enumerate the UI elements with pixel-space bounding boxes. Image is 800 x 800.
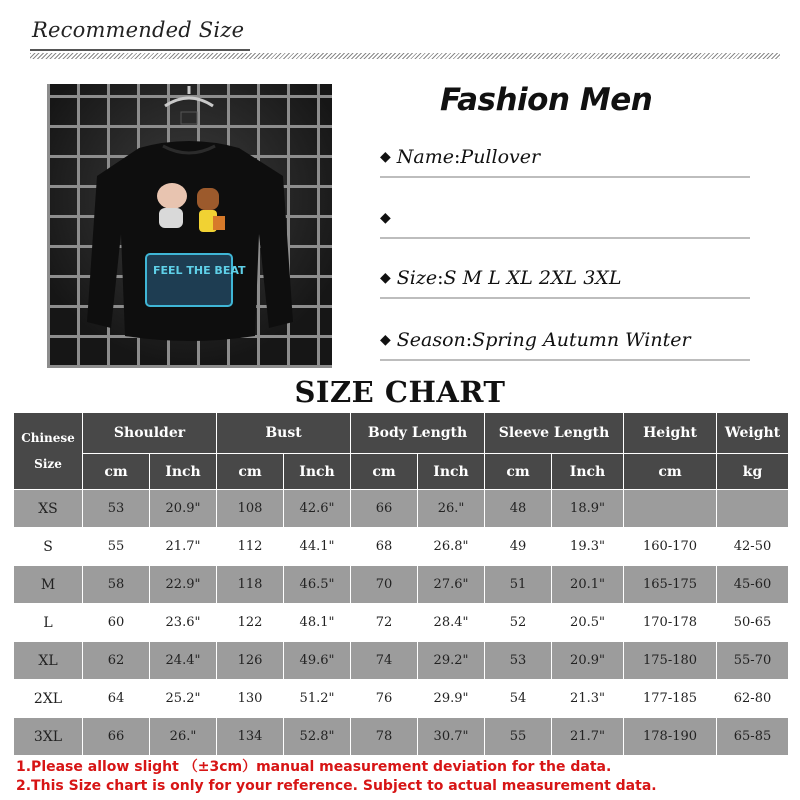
table-cell: 42.6" [284,490,351,528]
pullover-illustration [47,84,332,368]
table-cell: 58 [83,566,150,604]
table-cell: 66 [83,718,150,756]
table-cell: 26." [150,718,217,756]
table-cell: 25.2" [150,680,217,718]
table-row [14,642,789,680]
table-cell: 45-60 [717,566,789,604]
table-cell: 54 [485,680,552,718]
table-cell: 21.3" [552,680,624,718]
svg-text:FEEL THE BEAT: FEEL THE BEAT [153,264,246,277]
diamond-bullet-icon: ◆ [380,332,391,348]
table-cell: 20.1" [552,566,624,604]
size-chart-table [13,412,789,756]
table-cell: 165-175 [624,566,717,604]
group-header-weight: Weight [717,413,789,454]
table-cell: 65-85 [717,718,789,756]
table-cell: 52.8" [284,718,351,756]
table-cell: 62-80 [717,680,789,718]
size-cell: XL [14,642,83,680]
size-chart-title: SIZE CHART [294,375,506,409]
table-cell: 26.8" [418,528,485,566]
table-cell: 160-170 [624,528,717,566]
unit-header: Inch [150,454,217,490]
table-cell: 20.9" [552,642,624,680]
size-cell: XS [14,490,83,528]
unit-header: Inch [284,454,351,490]
table-cell: 18.9" [552,490,624,528]
table-row [14,528,789,566]
unit-header: cm [83,454,150,490]
table-cell: 64 [83,680,150,718]
table-cell: 122 [217,604,284,642]
table-cell: 72 [351,604,418,642]
table-row [14,604,789,642]
table-cell: 70 [351,566,418,604]
table-cell: 134 [217,718,284,756]
diamond-bullet-icon: ◆ [380,210,391,226]
size-cell: 3XL [14,718,83,756]
table-cell: 19.3" [552,528,624,566]
group-header-body-length: Body Length [351,413,485,454]
size-column-header: Chinese Size [14,413,83,490]
table-row [14,718,789,756]
table-row [14,490,789,528]
table-cell: 21.7" [552,718,624,756]
table-cell: 126 [217,642,284,680]
table-cell: 29.9" [418,680,485,718]
table-cell: 62 [83,642,150,680]
brand-title: Fashion Men [440,82,653,118]
table-cell: 178-190 [624,718,717,756]
product-image [47,84,332,368]
diamond-bullet-icon: ◆ [380,270,391,286]
table-cell: 20.5" [552,604,624,642]
unit-header: cm [351,454,418,490]
table-cell: 48.1" [284,604,351,642]
size-cell: S [14,528,83,566]
table-cell [717,490,789,528]
size-cell: L [14,604,83,642]
table-cell: 53 [485,642,552,680]
size-cell: 2XL [14,680,83,718]
reference-note: 2.This Size chart is only for your reference. Subject to actual measurement data. [16,778,657,794]
unit-header: cm [624,454,717,490]
spec-name: ◆ Name:Pullover [380,146,750,178]
table-cell: 44.1" [284,528,351,566]
table-cell: 78 [351,718,418,756]
table-cell: 175-180 [624,642,717,680]
table-cell: 22.9" [150,566,217,604]
table-cell: 48 [485,490,552,528]
table-cell: 60 [83,604,150,642]
table-cell: 130 [217,680,284,718]
table-cell: 20.9" [150,490,217,528]
table-cell: 68 [351,528,418,566]
unit-header: kg [717,454,789,490]
unit-header: cm [485,454,552,490]
group-header-shoulder: Shoulder [83,413,217,454]
table-row [14,566,789,604]
table-cell: 66 [351,490,418,528]
spec-season: ◆ Season:Spring Autumn Winter [380,329,750,361]
page-title: Recommended Size [32,18,245,42]
table-cell: 170-178 [624,604,717,642]
unit-header: Inch [418,454,485,490]
table-cell: 24.4" [150,642,217,680]
table-cell: 53 [83,490,150,528]
table-cell: 177-185 [624,680,717,718]
unit-header: Inch [552,454,624,490]
table-cell: 26." [418,490,485,528]
table-cell: 52 [485,604,552,642]
title-underline [30,49,250,51]
diamond-bullet-icon: ◆ [380,149,391,165]
group-header-height: Height [624,413,717,454]
table-cell: 50-65 [717,604,789,642]
unit-header: cm [217,454,284,490]
spec-size: ◆ Size:S M L XL 2XL 3XL [380,267,750,299]
table-cell: 46.5" [284,566,351,604]
table-row [14,680,789,718]
group-header-sleeve-length: Sleeve Length [485,413,624,454]
group-header-bust: Bust [217,413,351,454]
table-cell: 112 [217,528,284,566]
table-cell: 108 [217,490,284,528]
table-cell: 55-70 [717,642,789,680]
table-cell: 29.2" [418,642,485,680]
table-cell: 30.7" [418,718,485,756]
table-cell: 74 [351,642,418,680]
table-cell: 21.7" [150,528,217,566]
table-cell: 55 [83,528,150,566]
measurement-note: 1.Please allow slight （±3cm）manual measurement deviation for the data. [16,759,612,775]
table-cell: 51 [485,566,552,604]
hatched-divider [30,53,780,59]
table-cell: 42-50 [717,528,789,566]
table-cell: 55 [485,718,552,756]
table-cell [624,490,717,528]
table-cell: 118 [217,566,284,604]
table-cell: 49.6" [284,642,351,680]
table-cell: 49 [485,528,552,566]
table-cell: 23.6" [150,604,217,642]
table-cell: 27.6" [418,566,485,604]
spec-empty [380,207,750,239]
size-cell: M [14,566,83,604]
table-cell: 76 [351,680,418,718]
table-cell: 28.4" [418,604,485,642]
table-cell: 51.2" [284,680,351,718]
